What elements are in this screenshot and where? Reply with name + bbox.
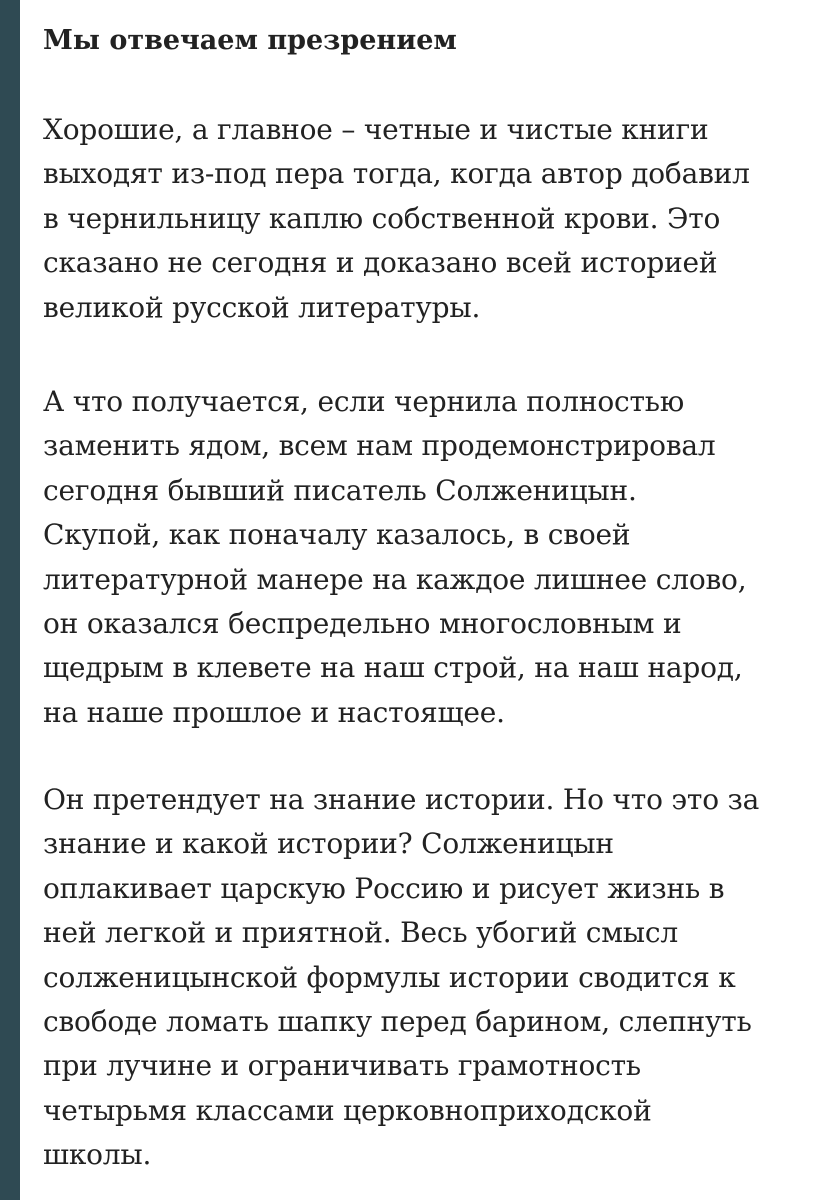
text-line: оплакивает царскую Россию и рисует жизнь в [43, 871, 725, 905]
text-line: при лучине и ограничивать грамотность [43, 1049, 641, 1083]
article-title: Мы отвечаем презрением [43, 25, 457, 56]
text-line: четырьмя классами церковноприходской [43, 1093, 652, 1127]
text-line: Он претендует на знание истории. Но что это за [43, 783, 760, 816]
text-line: свободе ломать шапку перед барином, слепнуть [43, 1005, 752, 1039]
text-line: на наше прошлое и настоящее. [43, 695, 505, 729]
text-line: А что получается, если чернила полностью [43, 385, 684, 418]
text-line: школы. [43, 1138, 152, 1172]
text-line: Хорошие, а главное – четные и чистые книги [43, 113, 709, 146]
text-line: великой русской литературы. [43, 290, 481, 324]
text-line: сегодня бывший писатель Солженицын. [43, 473, 637, 507]
side-bar [0, 0, 20, 1200]
text-line: знание и какой истории? Солженицын [43, 827, 614, 861]
text-line: Скупой, как поначалу казалось, в своей [43, 518, 631, 552]
text-line: в чернильницу каплю собственной крови. Это [43, 201, 721, 235]
text-line: выходят из-под пера тогда, когда автор добавил [43, 157, 750, 191]
text-line: щедрым в клевете на наш строй, на наш народ, [43, 651, 743, 685]
paragraph-2 [43, 380, 746, 735]
text-line: заменить ядом, всем нам продемонстрировал [43, 429, 716, 463]
text-line: литературной манере на каждое лишнее слово, [43, 562, 747, 596]
text-line: он оказался беспредельно многословным и [43, 607, 682, 641]
text-line: солженицынской формулы истории сводится к [43, 960, 736, 994]
text-line: ней легкой и приятной. Весь убогий смысл [43, 916, 678, 950]
paragraph-3 [43, 778, 759, 1178]
paragraph-1 [43, 108, 750, 330]
text-line: сказано не сегодня и доказано всей историей [43, 246, 718, 280]
